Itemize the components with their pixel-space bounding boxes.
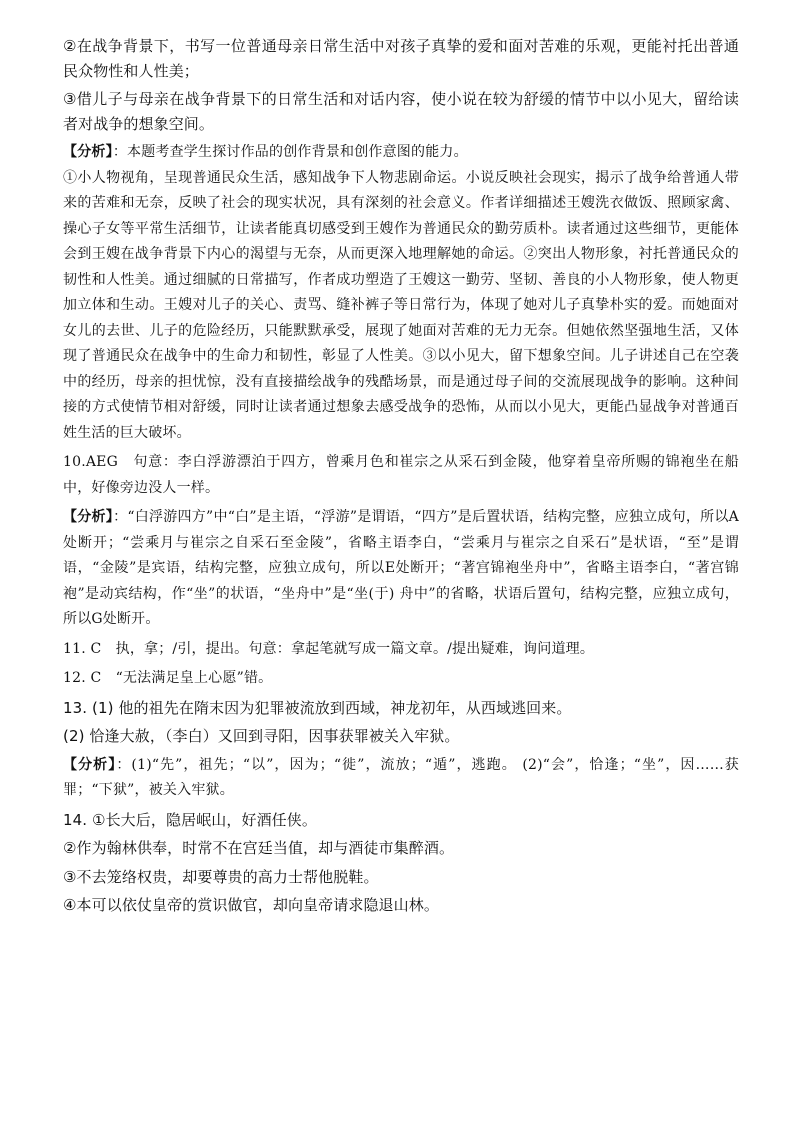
analysis-13 <box>63 753 739 804</box>
analysis-13-text: ：(1)“先”，祖先；“以”，因为；“徙”，流放；“遁”，逃跑。 (2)“会”，恰逢；“坐”，因……获罪；“下狱”，被关入牢狱。 <box>63 756 739 798</box>
answer-14-1: 14. ①长大后，隐居岷山，好酒任侠。 <box>63 810 317 829</box>
answer-13-2: (2) 恰逢大赦，（李白）又回到寻阳，因事获罪被关入牢狱。 <box>63 727 460 745</box>
answer-14-3: ③不去笼络权贵，却要尊贵的高力士帮他脱鞋。 <box>63 867 379 886</box>
document-page <box>63 34 739 918</box>
answer-13-1: 13. (1) 他的祖先在隋末因为犯罪被流放到西域，神龙初年，从西域逃回来。 <box>63 698 572 717</box>
analysis-label: 【分析】 <box>63 144 113 160</box>
analysis-label: 【分析】 <box>63 756 117 773</box>
answer-12: 12. C “无法满足皇上心愿”错。 <box>63 670 273 686</box>
answer-point-2: ②在战争背景下，书写一位普通母亲日常生活中对孩子真挚的爱和面对苦难的乐观，更能衬托出普通民众物性和人性美； <box>63 37 739 80</box>
analysis-label: 【分析】 <box>63 509 114 525</box>
answer-point-3: ③借儿子与母亲在战争背景下的日常生活和对话内容，使小说在较为舒缓的情节中以小见大，留给读者对战争的想象空间。 <box>63 90 739 133</box>
analysis-intro <box>63 140 739 166</box>
analysis-intro-text: ：本题考查学生探讨作品的创作背景和创作意图的能力。 <box>112 144 468 160</box>
answer-11: 11. C 执，拿；/引，提出。句意：拿起笔就写成一篇文章。/提出疑难，询问道理。 <box>63 640 595 657</box>
analysis-body: ①小人物视角，呈现普通民众生活，感知战争下人物悲剧命运。小说反映社会现实，揭示了战争给普通人带来的苦难和无奈，反映了社会的现实状况，具有深刻的社会意义。作者详细描述王嫂洗衣做饭、照顾家禽、操心子女等平常生活细节，让读者能真切感受到王嫂作为普通民众的勤劳质朴。读者通过这些细节，更能体会到王嫂在战争背景下内心的渴望与无奈，从而更深入地理解她的命运。②突出人物形象，衬托普通民众的韧性和人性美。通过细腻的日常描写，作者成功塑造了王嫂这一勤劳、坚韧、善良的小人物形象，使人物更加立体和生动。王嫂对儿子的关心、责骂、缝补裤子等日常行为，体现了她对儿子真挚朴实的爱。而她面对女儿的去世、儿子的危险经历，只能默默承受，展现了她面对苦难的无力无奈。但她依然坚强地生活，又体现了普通民众在战争中的生命力和韧性，彰显了人性美。③以小见大，留下想象空间。儿子讲述自己在空袭中的经历，母亲的担忧惊，没有直接描绘战争的残酷场景，而是通过母子间的交流展现战争的影响。这种间接的方式使情节相对舒缓，同时让读者通过想象去感受战争的恐怖，从而以小见大，更能凸显战争对普通百姓生活的巨大破坏。 <box>63 169 739 441</box>
analysis-10 <box>63 505 739 633</box>
answer-10: 10.AEG 句意：李白浮游漂泊于四方，曾乘月色和崔宗之从采石到金陵，他穿着皇帝所赐的锦袍坐在船中，好像旁边没人一样。 <box>63 454 739 496</box>
analysis-10-text: ：“白浮游四方”中“白”是主语，“浮游”是谓语，“四方”是后置状语，结构完整，应独立成句，所以A处断开；“尝乘月与崔宗之自采石至金陵”，省略主语李白，“尝乘月与崔宗之自采石”是状语，“至”是谓语，“金陵”是宾语，结构完整，应独立成句，所以E处断开；“著宫锦袍坐舟中”，省略主语李白，“著宫锦袍”是动宾结构，作“坐”的状语，“坐舟中”是“坐(于) 舟中”的省略，状语后置句，结构完整，应独立成句，所以G处断开。 <box>63 509 739 627</box>
answer-14-4: ④本可以依仗皇帝的赏识做官，却向皇帝请求隐退山林。 <box>63 896 439 914</box>
answer-14-2: ②作为翰林供奉，时常不在宫廷当值，却与酒徒市集醉酒。 <box>63 839 455 857</box>
